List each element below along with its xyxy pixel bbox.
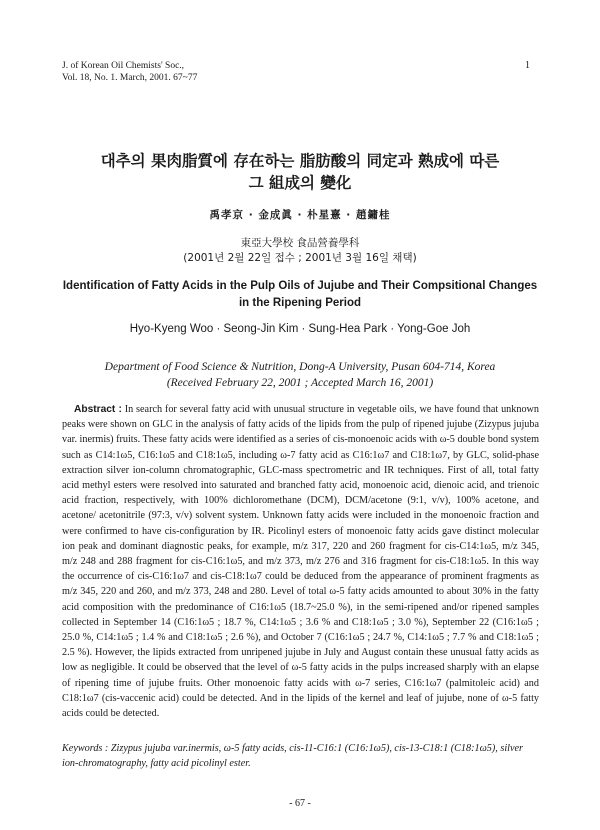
korean-affiliation-dept: 東亞大學校 食品營養學科 [240,237,360,249]
korean-received-dates: (2001년 2월 22일 접수 ; 2001년 3월 16일 채택) [183,252,417,264]
keywords: Keywords : Zizypus jujuba var.inermis, ω-5 fatty acids, cis-11-C16:1 (C16:1ω5), cis-13-C18:1 (C18:1ω5), silver ion-chromatography, fatty acid picolinyl ester. [62,743,524,769]
korean-title-line-2: 그 組成의 變化 [248,174,352,192]
journal-citation [62,60,197,84]
korean-authors: 禹孝京 · 金成眞 · 朴星憙 · 趙鏞桂 [209,209,391,221]
english-affiliation [0,359,600,391]
abstract [62,402,539,721]
abstract-label: Abstract : [74,404,122,415]
korean-title-line-1: 대추의 果肉脂質에 存在하는 脂肪酸의 同定과 熟成에 따른 [100,152,500,170]
english-authors: Hyo-Kyeng Woo · Seong-Jin Kim · Sung-Hea Park · Yong-Goe Joh [129,323,471,335]
korean-title [0,150,600,194]
received-dates: (Received February 22, 2001 ; Accepted March 16, 2001) [166,377,434,389]
abstract-text: In search for several fatty acid with unusual structure in vegetable oils, we have found that unknown peaks were shown on GLC in the analysis of fatty acids of the lipids from the pulp of ripened jujube (Zizypus jujuba var. inermis) fruits. These fatty acids were identified as a series of cis-monoenoic acids with ω-5 double bond system such as C14:1ω5, C16:1ω5 and C18:1ω5, including ω-7 fatty acid as C16:1ω7 and C18:1ω7, by GLC, solid-phase extraction silver ion-column chromatographic, GLC-mass spectrometric and IR techniques. First of all, total fatty acid methyl esters were resolved into saturated and branched fatty acid, monoenoic acid, dienoic acid, and trienoic acid fraction, respectively, with 100% dichloromethane (DCM), DCM/acetone (9:1, v/v), 100% acetone, and acetone/ acetonitrile (97:3, v/v) solvent system. Unknown fatty acids were included in the monoenoic fraction and were confirmed to have cis-configuration by IR. Picolinyl esters of monoenoic fatty acids gave distinct molecular ion peak and dominant diagnostic peaks, for example, m/z 317, 220 and 260 fragment for cis-C14:1ω5, m/z 345, m/z 248 and 288 fragment for cis-C16:1ω5, and m/z 373, m/z 276 and 316 fragment for cis-C18:1ω5. In this way the occurrence of cis-C16:1ω7 and cis-C18:1ω7 could be deduced from the appearance of prominent fragments as m/z 345, 220 and 260, and m/z 373, 248 and 280. Level of total ω-5 fatty acids amounted to about 30% in the fatty acid composition with the predominance of C16:1ω5 (18.7~25.0 %), in the semi-ripened and/or ripened samples collected in September 14 (C16:1ω5 ; 18.7 %, C14:1ω5 ; 3.6 % and C18:1ω5 ; 3.0 %), September 22 (C16:1ω5 ; 25.0 %, C14:1ω5 ; 1.4 % and C18:1ω5 ; 2.6 %), and October 7 (C16:1ω5 ; 24.7 %, C14:1ω5 ; 7.7 % and C18:1ω5 ; 2.5 %). However, the lipids extracted from unripened jujube in July and August contain these unusual fatty acids as low as negligible. It could be observed that the level of ω-5 fatty acids in the pulps increased sharply with an elapse of ripening time of jujube fruits. Other monoenoic fatty acids with ω-7 series, C16:1ω7 (palmitoleic acid) and C18:1ω7 (cis-vaccenic acid) could be detected. And in the lipids of the kernel and leaf of jujube, none of ω-5 fatty acids could be detected. [62,404,539,720]
korean-affiliation [0,236,600,266]
department-line: Department of Food Science & Nutrition, Dong-A University, Pusan 604-714, Korea [104,361,496,373]
page-number-bottom: - 67 - [289,798,311,809]
journal-volume: Vol. 18, No. 1. March, 2001. 67~77 [62,73,198,83]
page-number-top: 1 [525,60,530,71]
journal-name: J. of Korean Oil Chemists' Soc., [62,61,185,71]
english-title: Identification of Fatty Acids in the Pulp Oils of Jujube and Their Compsitional Changes in the Ripening Period [62,280,538,309]
